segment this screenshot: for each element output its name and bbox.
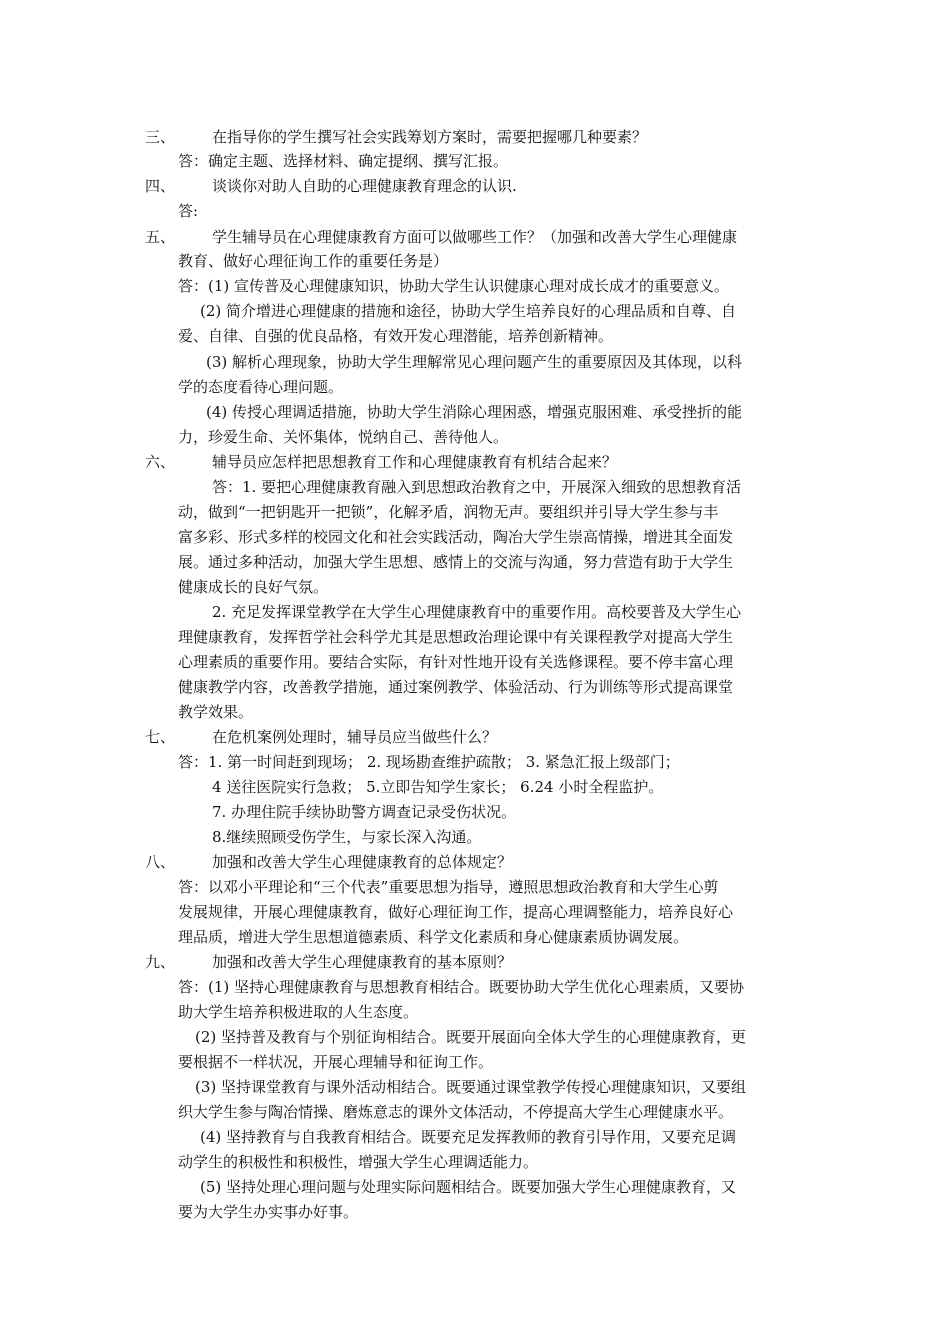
- q9-answer-2-line2: 要根据不一样状况，开展心理辅导和征询工作。: [178, 1053, 494, 1071]
- q5-answer-3-line1: (3) 解析心理现象，协助大学生理解常见心理问题产生的重要原因及其体现，以科: [206, 353, 743, 371]
- q5-answer-1: 答：(1) 宣传普及心理健康知识，协助大学生认识健康心理对成长成才的重要意义。: [178, 277, 730, 295]
- q7-answer-line3: 7. 办理住院手续协助警方调查记录受伤状况。: [212, 803, 517, 821]
- q7-answer-line4: 8.继续照顾受伤学生，与家长深入沟通。: [212, 828, 482, 846]
- q3-question: 在指导你的学生撰写社会实践筹划方案时，需要把握哪几种要素？: [212, 128, 648, 146]
- q4-question: 谈谈你对助人自助的心理健康教育理念的认识.: [212, 177, 517, 195]
- q8-answer-line2: 发展规律，开展心理健康教育，做好心理征询工作，提高心理调整能力，培养良好心: [178, 903, 734, 921]
- q3-answer: 答：确定主题、选择材料、确定提纲、撰写汇报。: [178, 152, 509, 170]
- q9-answer-1-line2: 助大学生培养积极进取的人生态度。: [178, 1003, 419, 1021]
- q5-answer-4-line1: (4) 传授心理调适措施，协助大学生消除心理困惑，增强克服困难、承受挫折的能: [206, 403, 743, 421]
- q8-question: 加强和改善大学生心理健康教育的总体规定？: [212, 853, 513, 871]
- q5-number: 五、: [145, 228, 176, 246]
- q7-number: 七、: [145, 728, 176, 746]
- q6-question: 辅导员应怎样把思想教育工作和心理健康教育有机结合起来？: [212, 453, 618, 471]
- q7-answer-line1: 答：1. 第一时间赶到现场； 2. 现场勘查维护疏散； 3. 紧急汇报上级部门；: [178, 753, 680, 771]
- q3-number: 三、: [145, 128, 176, 146]
- q9-answer-5-line1: (5) 坚持处理心理问题与处理实际问题相结合。既要加强大学生心理健康教育，又: [200, 1178, 737, 1196]
- q6-answer-1-line5: 健康成长的良好气氛。: [178, 578, 329, 596]
- q5-answer-2-line1: (2) 简介增进心理健康的措施和途径，协助大学生培养良好的心理品质和自尊、自: [200, 302, 737, 320]
- q4-answer: 答:: [178, 202, 199, 220]
- q9-answer-3-line1: (3) 坚持课堂教育与课外活动相结合。既要通过课堂教学传授心理健康知识，又要组: [195, 1078, 747, 1096]
- q6-answer-1-line1: 答：1. 要把心理健康教育融入到思想政治教育之中，开展深入细致的思想教育活: [212, 478, 742, 496]
- q9-answer-4-line2: 动学生的积极性和积极性，增强大学生心理调适能力。: [178, 1153, 539, 1171]
- q9-number: 九、: [145, 953, 176, 971]
- q5-question-line1: 学生辅导员在心理健康教育方面可以做哪些工作？（加强和改善大学生心理健康: [212, 228, 738, 246]
- q6-answer-1-line3: 富多彩、形式多样的校园文化和社会实践活动，陶冶大学生崇高情操，增进其全面发: [178, 528, 734, 546]
- q6-answer-2-line3: 心理素质的重要作用。要结合实际，有针对性地开设有关选修课程。要不停丰富心理: [178, 653, 734, 671]
- q6-answer-2-line2: 理健康教育，发挥哲学社会科学尤其是思想政治理论课中有关课程教学对提高大学生: [178, 628, 734, 646]
- q9-answer-1-line1: 答：(1) 坚持心理健康教育与思想教育相结合。既要协助大学生优化心理素质，又要协: [178, 978, 745, 996]
- q6-answer-2-line4: 健康教学内容，改善教学措施，通过案例教学、体验活动、行为训练等形式提高课堂: [178, 678, 734, 696]
- q7-question: 在危机案例处理时，辅导员应当做些什么？: [212, 728, 498, 746]
- q5-answer-3-line2: 学的态度看待心理问题。: [178, 378, 344, 396]
- q6-answer-1-line4: 展。通过多种活动，加强大学生思想、感情上的交流与沟通，努力营造有助于大学生: [178, 553, 734, 571]
- q5-answer-2-line2: 爱、自律、自强的优良品格，有效开发心理潜能，培养创新精神。: [178, 327, 614, 345]
- q5-question-line2: 教育、做好心理征询工作的重要任务是）: [178, 252, 449, 270]
- q8-answer-line1: 答：以邓小平理论和“三个代表”重要思想为指导，遵照思想政治教育和大学生心剪: [178, 878, 719, 896]
- q8-answer-line3: 理品质，增进大学生思想道德素质、科学文化素质和身心健康素质协调发展。: [178, 928, 689, 946]
- q9-answer-3-line2: 织大学生参与陶冶情操、磨炼意志的课外文体活动，不停提高大学生心理健康水平。: [178, 1103, 734, 1121]
- q6-answer-1-line2: 动，做到“一把钥匙开一把锁”，化解矛盾，润物无声。要组织并引导大学生参与丰: [178, 503, 719, 521]
- q9-answer-2-line1: (2) 坚持普及教育与个别征询相结合。既要开展面向全体大学生的心理健康教育，更: [195, 1028, 747, 1046]
- q9-question: 加强和改善大学生心理健康教育的基本原则？: [212, 953, 513, 971]
- q9-answer-5-line2: 要为大学生办实事办好事。: [178, 1203, 359, 1221]
- q6-answer-2-line1: 2. 充足发挥课堂教学在大学生心理健康教育中的重要作用。高校要普及大学生心: [212, 603, 742, 621]
- q9-answer-4-line1: (4) 坚持教育与自我教育相结合。既要充足发挥教师的教育引导作用，又要充足调: [200, 1128, 737, 1146]
- q6-answer-2-line5: 教学效果。: [178, 703, 254, 721]
- q7-answer-line2: 4 送往医院实行急救； 5.立即告知学生家长； 6.24 小时全程监护。: [212, 778, 664, 796]
- q4-number: 四、: [145, 177, 176, 195]
- q5-answer-4-line2: 力，珍爱生命、关怀集体，悦纳自己、善待他人。: [178, 428, 509, 446]
- q6-number: 六、: [145, 453, 176, 471]
- q8-number: 八、: [145, 853, 176, 871]
